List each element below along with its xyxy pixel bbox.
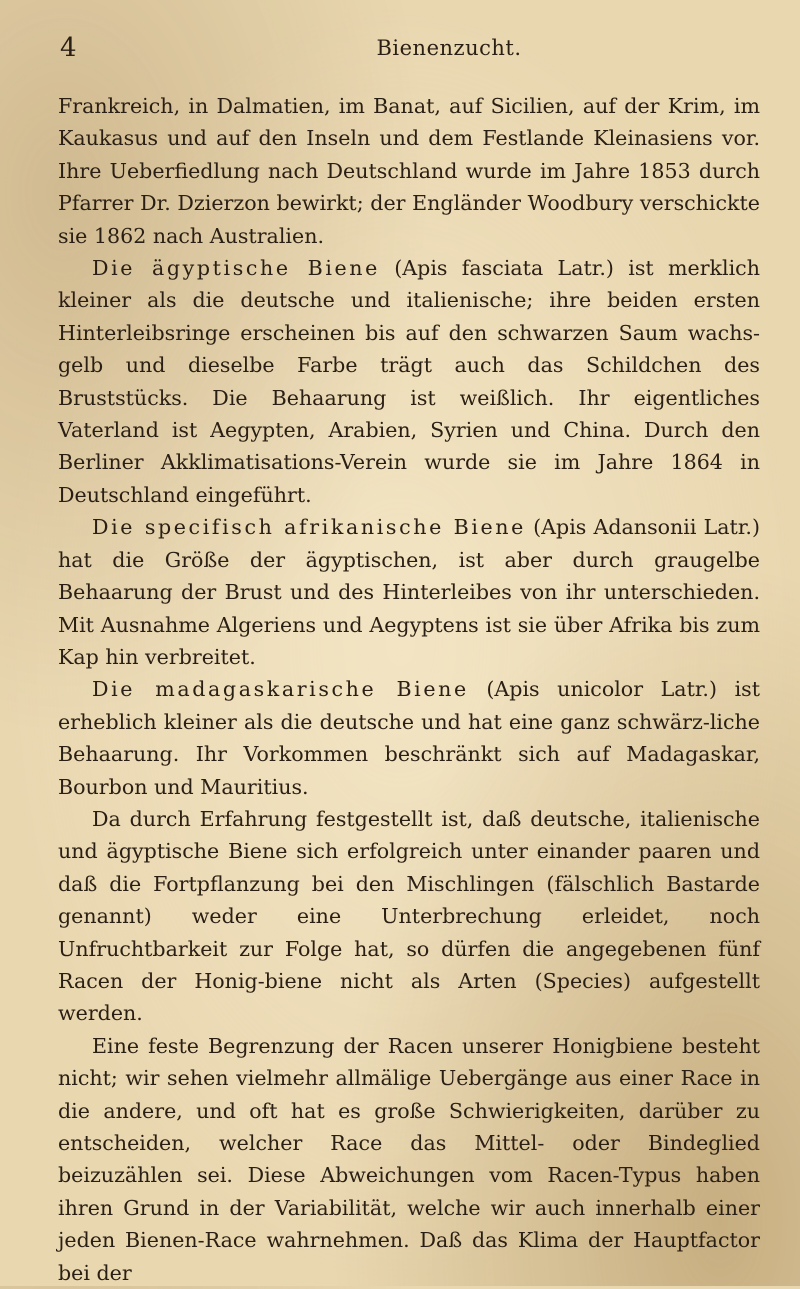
paragraph-lead: Die specifisch afrikanische Biene bbox=[92, 515, 526, 540]
running-head bbox=[58, 28, 760, 68]
paragraph-text: (Apis Adansonii Latr.) hat die Größe der ägyptischen, ist aber durch graugelbe Behaarung der Brust und des Hinterleibes von ihr unterschieden. Mit Ausnahme Algeriens und Aegyptens ist sie über Afrika bis zum Kap hin verbreitet. bbox=[58, 515, 760, 669]
paragraph-madagascar-bee bbox=[58, 673, 760, 803]
paragraph-egyptian-bee bbox=[58, 252, 760, 511]
paragraph-continuation bbox=[58, 90, 760, 252]
paragraph-text: (Apis unicolor Latr.) ist erheblich kleiner als die deutsche und hat eine ganz schwärz-liche Behaarung. Ihr Vorkommen beschränkt sich auf Madagaskar, Bourbon und Mauritius. bbox=[58, 677, 760, 799]
paragraph-text: Eine feste Begrenzung der Racen unserer Honigbiene besteht nicht; wir sehen vielmehr allmälige Uebergänge aus einer Race in die andere, und oft hat es große Schwierigkeiten, darüber zu entscheiden, welcher Race das Mittel- oder Bindeglied beizuzählen sei. Diese Abweichungen vom Racen-Typus haben ihren Grund in der Variabilität, welche wir auch innerhalb einer jeden Bienen-Race wahrnehmen. Daß das Klima der Hauptfactor bei der bbox=[58, 1033, 760, 1285]
paragraph-crossbreeding bbox=[58, 803, 760, 1030]
paragraph-race-boundaries bbox=[58, 1030, 760, 1289]
running-title: Bienenzucht. bbox=[376, 36, 522, 60]
body-text bbox=[58, 90, 760, 1289]
paragraph-african-bee bbox=[58, 511, 760, 673]
paragraph-text: Frankreich, in Dalmatien, im Banat, auf Sicilien, auf der Krim, im Kaukasus und auf den Inseln und dem Festlande Kleinasiens vor. Ihre Ueberfiedlung nach Deutschland wurde im Jahre 1853 durch Pfarrer Dr. Dzierzon bewirkt; der Engländer Woodbury verschickte sie 1862 nach Australien. bbox=[58, 94, 760, 248]
paragraph-lead: Die madagaskarische Biene bbox=[92, 677, 469, 702]
paragraph-text: (Apis fasciata Latr.) ist merklich kleiner als die deutsche und italienische; ihre beiden ersten Hinterleibsringe erscheinen bis auf den schwarzen Saum wachs-gelb und dieselbe Farbe trägt auch das Schildchen des Bruststücks. Die Behaarung ist weißlich. Ihr eigentliches Vaterland ist Aegypten, Arabien, Syrien und China. Durch den Berliner Akklimatisations-Verein wurde sie im Jahre 1864 in Deutschland eingeführt. bbox=[58, 256, 760, 507]
paragraph-lead: Die ägyptische Biene bbox=[92, 256, 380, 281]
paragraph-text: Da durch Erfahrung festgestellt ist, daß deutsche, italienische und ägyptische Biene sich erfolgreich unter einander paaren und daß die Fortpflanzung bei den Mischlingen (fälschlich Bastarde genannt) weder eine Unterbrechung erleidet, noch Unfruchtbarkeit zur Folge hat, so dürfen die angegebenen fünf Racen der Honig-biene nicht als Arten (Species) aufgestellt werden. bbox=[58, 806, 760, 1026]
page-number: 4 bbox=[60, 33, 77, 63]
